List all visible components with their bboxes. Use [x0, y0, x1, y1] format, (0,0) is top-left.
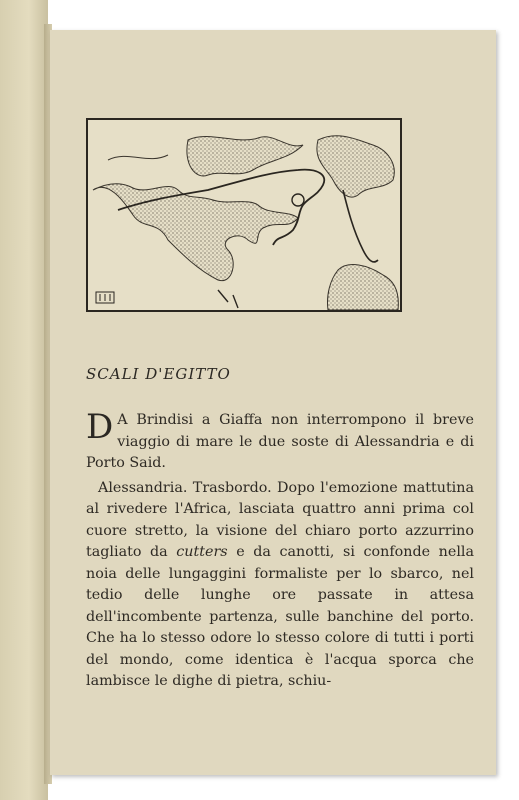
paragraph-2: [86, 478, 474, 693]
paragraph-2-part1: Alessandria. Trasbordo. Dopo l'emozione mattutina al rivedere l'Africa, lasciata quattro anni prima col cuore stretto, la visione del chiaro porto azzurrino tagliato da: [86, 479, 474, 560]
facing-page: [0, 0, 48, 800]
body-text: [86, 407, 474, 693]
paragraph-2-part2: e da canotti, si confonde nella noia delle lungaggini formaliste per lo sbarco, nel tedio delle lunghe ore passate in attesa dell'incombente partenza, sulle banchine del porto. Che ha lo stesso odore lo stesso colore di tutti i porti del mondo, come identica è l'acqua sporca che lambisce le dighe di pietra, schiu-: [86, 544, 474, 689]
book-page: [50, 30, 496, 775]
port-marker: [292, 194, 304, 206]
paragraph-1-text: A Brindisi a Giaffa non interrompono il breve viaggio di mare le due soste di Alessandria e di Porto Said.: [86, 412, 474, 471]
coast-detail: [108, 155, 168, 160]
land-mass-north: [187, 136, 303, 176]
paragraph-2-italic: cutters: [176, 544, 228, 560]
artist-monogram: [96, 292, 114, 303]
land-mass-africa: [327, 265, 398, 310]
section-heading: SCALI D'EGITTO: [86, 365, 231, 383]
route-branch: [343, 190, 378, 262]
drop-cap: D: [86, 407, 114, 447]
map-drawing: [88, 120, 400, 310]
land-mass-east: [317, 136, 394, 197]
map-illustration: [86, 118, 402, 312]
land-mass-europe: [93, 184, 298, 281]
sea-wave: [218, 290, 238, 308]
paragraph-1: [86, 407, 474, 475]
